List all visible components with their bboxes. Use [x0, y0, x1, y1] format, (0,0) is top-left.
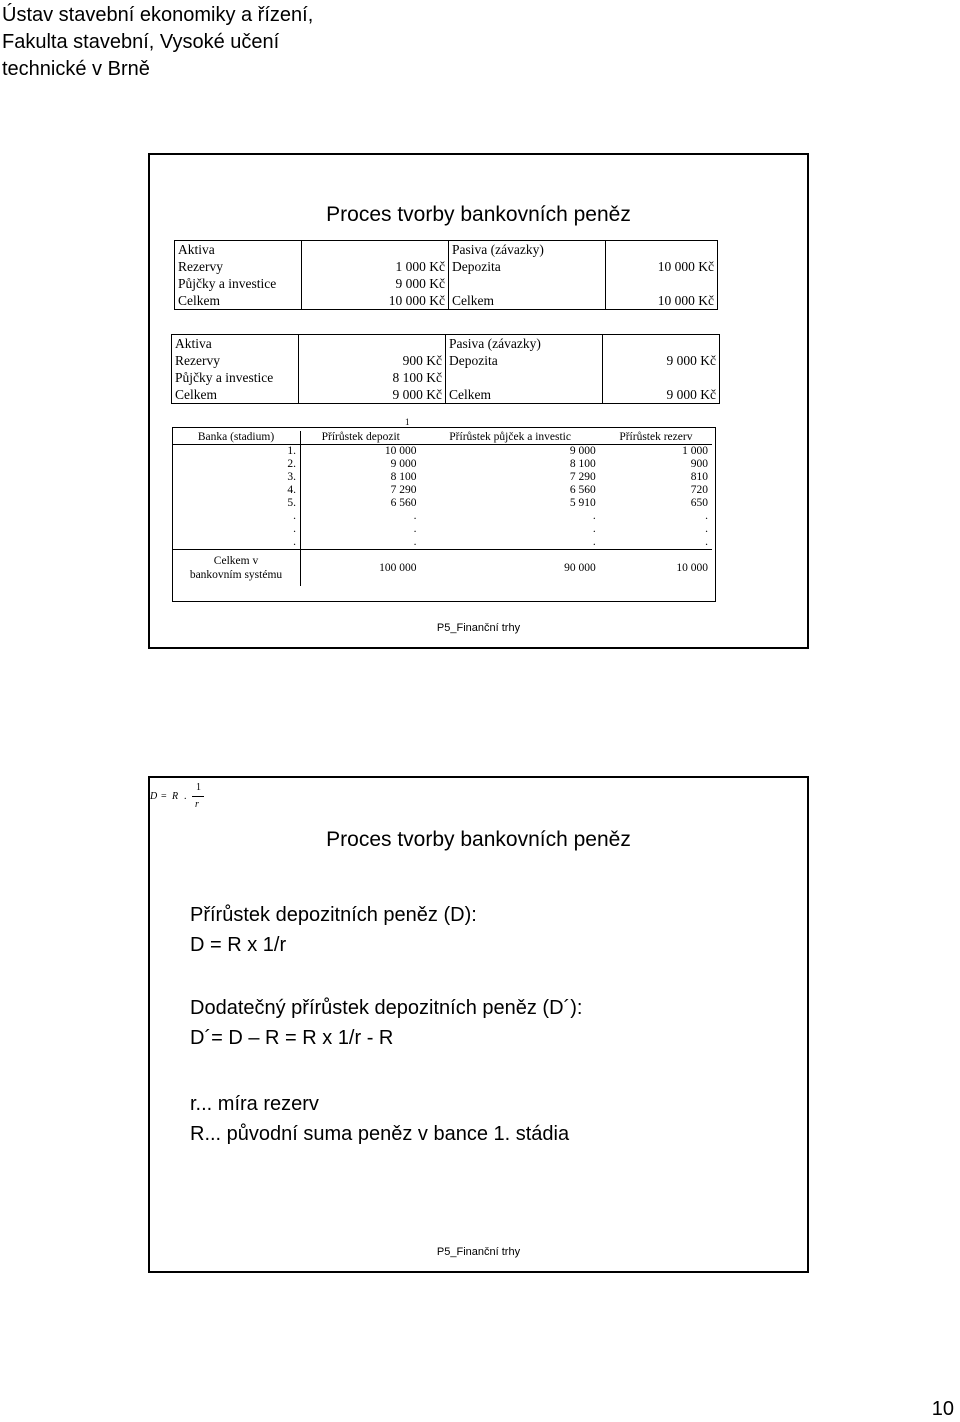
formula-d: D	[150, 791, 158, 802]
formula-denominator: r	[195, 799, 199, 810]
stage-cell: 1.	[172, 445, 301, 459]
stage-cell: 2.	[172, 458, 301, 471]
body-block-2	[190, 993, 582, 1053]
aktiva-label: Aktiva	[175, 241, 302, 259]
pujcky-value: 8 100 Kč	[299, 369, 446, 386]
table-row	[172, 523, 712, 536]
pasiva-label: Pasiva (závazky)	[449, 241, 606, 259]
stage-cell: 4.	[172, 484, 301, 497]
body-line: r... míra rezerv	[190, 1093, 319, 1115]
loan-cell: .	[592, 536, 596, 548]
loan-cell: 5 910	[569, 497, 596, 509]
reserve-cell: 900	[690, 458, 708, 470]
formula-numerator: 1	[196, 782, 201, 793]
bank-stages-table	[172, 431, 712, 586]
deposit-cell: .	[413, 523, 417, 535]
col-header-pujcky: Přírůstek půjček a investic	[420, 431, 599, 445]
reserve-cell: .	[705, 510, 708, 522]
stage-cell: 3.	[172, 471, 301, 484]
stage-cell: .	[172, 536, 301, 550]
stage-cell: .	[172, 510, 301, 523]
col-header-banka: Banka (stadium)	[172, 431, 301, 445]
rezervy-value: 900 Kč	[299, 352, 446, 369]
celkem-pasiva-label: Celkem	[449, 292, 606, 310]
depozita-value: 10 000 Kč	[606, 258, 718, 275]
total-label-line-1: Celkem v	[213, 555, 259, 567]
table-row	[172, 484, 712, 497]
celkem-pasiva-label: Celkem	[446, 386, 603, 404]
rezervy-value: 1 000 Kč	[302, 258, 449, 275]
formula-graphic	[150, 782, 220, 816]
total-label-line-2: bankovním systému	[189, 569, 283, 581]
table-row	[172, 445, 712, 459]
pujcky-label: Půjčky a investice	[175, 275, 302, 292]
stage-cell: 5.	[172, 497, 301, 510]
total-label	[172, 550, 301, 587]
depozita-label: Depozita	[446, 352, 603, 369]
aktiva-label: Aktiva	[172, 335, 299, 353]
reserve-cell: .	[705, 536, 708, 548]
celkem-pasiva-value: 10 000 Kč	[606, 292, 718, 310]
header-line-2: Fakulta stavební, Vysoké učení	[2, 31, 280, 53]
deposit-cell: 6 560	[390, 497, 417, 509]
slide-1	[148, 153, 809, 649]
table-row	[172, 458, 712, 471]
deposit-cell: 7 290	[390, 484, 417, 496]
table-header-row	[172, 431, 712, 445]
celkem-aktiva-value: 9 000 Kč	[299, 386, 446, 404]
table-row	[172, 510, 712, 523]
celkem-pasiva-value: 9 000 Kč	[603, 386, 720, 404]
celkem-aktiva-label: Celkem	[172, 386, 299, 404]
col-header-depozit: Přírůstek depozit	[301, 431, 421, 445]
slide-footer: P5_Finanční trhy	[436, 622, 521, 634]
loan-cell: 9 000	[569, 445, 596, 457]
page-number: 10	[931, 1398, 954, 1420]
slide-2	[148, 776, 809, 1273]
body-block-1	[190, 900, 477, 960]
table-row	[172, 536, 712, 550]
header-line-3: technické v Brně	[2, 58, 150, 80]
total-reserve: 10 000	[600, 550, 712, 587]
total-loan: 90 000	[420, 550, 599, 587]
reserve-cell: 1 000	[682, 445, 708, 457]
body-line: D = R x 1/r	[190, 934, 287, 956]
balance-sheet-1	[174, 240, 718, 310]
depozita-label: Depozita	[449, 258, 606, 275]
formula-dot: .	[184, 791, 187, 802]
slide-title: Proces tvorby bankovních peněz	[326, 828, 631, 851]
deposit-cell: 8 100	[390, 471, 417, 483]
document-header	[2, 2, 313, 83]
reserve-cell: 810	[690, 471, 708, 483]
pujcky-label: Půjčky a investice	[172, 369, 299, 386]
loan-cell: 8 100	[569, 458, 596, 470]
loan-cell: .	[592, 510, 596, 522]
slide-title: Proces tvorby bankovních peněz	[326, 203, 631, 226]
table-row	[172, 497, 712, 510]
reserve-cell: .	[705, 523, 708, 535]
loan-cell: .	[592, 523, 596, 535]
deposit-cell: .	[413, 510, 417, 522]
body-line: Dodatečný přírůstek depozitních peněz (D´):	[190, 997, 583, 1019]
fraction-bar	[192, 796, 204, 797]
body-line: Přírůstek depozitních peněz (D):	[190, 904, 477, 926]
formula-r-upper: R	[172, 791, 179, 802]
rezervy-label: Rezervy	[172, 352, 299, 369]
body-block-3	[190, 1089, 569, 1149]
rezervy-label: Rezervy	[175, 258, 302, 275]
reserve-cell: 650	[690, 497, 708, 509]
celkem-aktiva-label: Celkem	[175, 292, 302, 310]
celkem-aktiva-value: 10 000 Kč	[302, 292, 449, 310]
total-deposit: 100 000	[301, 550, 421, 587]
deposit-cell: 9 000	[390, 458, 417, 470]
col-header-rezerv: Přírůstek rezerv	[600, 431, 712, 445]
balance-sheet-2	[171, 334, 720, 404]
pujcky-value: 9 000 Kč	[302, 275, 449, 292]
loan-cell: 6 560	[569, 484, 596, 496]
body-line: D´= D – R = R x 1/r - R	[190, 1027, 394, 1049]
slide-footer: P5_Finanční trhy	[436, 1246, 521, 1258]
pasiva-label: Pasiva (závazky)	[446, 335, 603, 353]
loan-cell: 7 290	[569, 471, 596, 483]
reserve-cell: 720	[690, 484, 708, 496]
body-line: R... původní suma peněz v bance 1. stádia	[190, 1123, 570, 1145]
stage-cell: .	[172, 523, 301, 536]
depozita-value: 9 000 Kč	[603, 352, 720, 369]
total-row	[172, 550, 712, 587]
small-mark: 1	[405, 417, 410, 427]
header-line-1: Ústav stavební ekonomiky a řízení,	[2, 4, 314, 26]
table-row	[172, 471, 712, 484]
deposit-cell: 10 000	[384, 445, 417, 457]
deposit-cell: .	[413, 536, 417, 548]
formula-eq: =	[161, 791, 167, 802]
